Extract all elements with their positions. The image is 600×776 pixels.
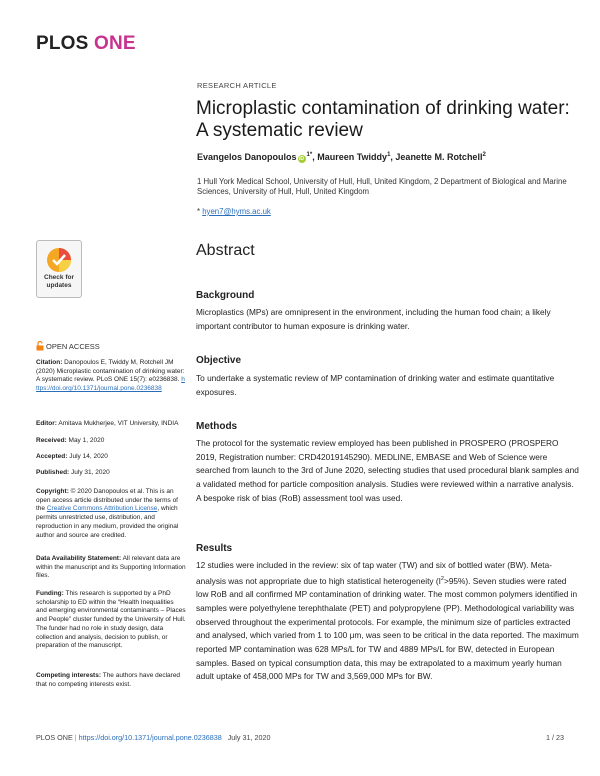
background-heading: Background xyxy=(196,290,255,301)
author-affiliation-ref: 2 xyxy=(482,152,486,158)
methods-paragraph: The protocol for the systematic review employed has been published in PROSPERO (PROSPERO 2019, Registration number: CRD42019145290). MEDLINE, EMBASE and Web of Science were searched from launch to the 3rd of June 2020, selecting studies that used procedural blank samples and a validated method for particle composition analysis. Studies were reviewed within a narrative analysis. A bespoke risk of bias (RoB) assessment tool was used. xyxy=(196,438,579,503)
citation-doi-link[interactable]: https://doi.org/10.1371/journal.pone.0236838 xyxy=(36,376,185,393)
funding-block xyxy=(36,590,186,651)
page-footer xyxy=(36,733,270,742)
journal-logo[interactable] xyxy=(36,33,136,55)
data-availability-label: Data Availability Statement: xyxy=(36,555,122,562)
email-link[interactable]: hyen7@hyms.ac.uk xyxy=(202,207,271,216)
abstract-heading: Abstract xyxy=(196,242,255,259)
article-type: RESEARCH ARTICLE xyxy=(197,81,277,90)
citation-text: Danopoulos E, Twiddy M, Rotchell JM (2020) Microplastic contamination of drinking water: A systematic review. PLoS ONE 15(7): e0236838. xyxy=(36,359,185,384)
citation-label: Citation: xyxy=(36,359,63,366)
results-paragraph xyxy=(196,559,580,684)
corresponding-author-mark: * xyxy=(309,152,313,158)
author-list: Evangelos Danopoulos $iD^{1*}$, Maureen Twiddy$^1$, Jeanette M. Rotchell$^2$ xyxy=(197,152,486,162)
data-availability-text: All relevant data are within the manuscript and its Supporting Information files. xyxy=(36,555,186,580)
copyright-text-1: © 2020 Danopoulos et al. This is an open access article distributed under the terms of the xyxy=(36,488,178,513)
corresponding-email xyxy=(197,207,271,216)
received-label: Received: xyxy=(36,437,67,444)
citation-block xyxy=(36,359,186,394)
accepted-block xyxy=(36,453,186,462)
article-title: Microplastic contamination of drinking water: A systematic review xyxy=(196,98,570,141)
footer-separator: | xyxy=(74,733,77,742)
page-number: 1 / 23 xyxy=(546,733,564,742)
editor-text: Amitava Mukherjee, VIT University, INDIA xyxy=(58,420,179,427)
background-paragraph: Microplastics (MPs) are omnipresent in the environment, including the human food chain; a likely important contributor to human exposure is drinking water. xyxy=(196,307,551,331)
editor-label: Editor: xyxy=(36,420,57,427)
competing-interests-text: The authors have declared that no competing interests exist. xyxy=(36,672,181,688)
author-name[interactable]: Jeanette M. Rotchell xyxy=(395,152,483,162)
journal-name-plos: PLOS xyxy=(36,33,89,54)
data-availability-block xyxy=(36,555,186,581)
footer-doi-link[interactable]: https://doi.org/10.1371/journal.pone.0236838 xyxy=(78,733,222,742)
journal-name-one: ONE xyxy=(94,33,136,54)
author-affiliation-ref: 1 xyxy=(306,152,310,158)
open-access-label xyxy=(36,341,100,351)
license-link[interactable]: Creative Commons Attribution License xyxy=(46,505,158,513)
open-lock-icon xyxy=(36,341,44,351)
results-superscript: 2 xyxy=(440,575,444,582)
affiliations: 1 Hull York Medical School, University of Hull, Hull, United Kingdom, 2 Department of Biological and Marine Sciences, University of Hull, Hull, United Kingdom xyxy=(197,177,567,196)
author-affiliation-ref: 1 xyxy=(387,152,391,158)
published-block xyxy=(36,469,186,478)
results-text-2: >95%). Seven studies were rated low RoB and all confirmed MP contamination of drinking water. The most common polymers identified in samples were polyethylene terephthalate (PET) and polypropylene (PP). Methodological variability was observed throughout the experimental protocols. For example, the minimum size of particles extracted and analysed, which varied from 1 to 100 μm, was seen to be critical in the data reported. The maximum reported MP contamination was 628 MPs/L for TW and 4889 MPs/L for BW, detected in European samples. Based on typical consumption data, this may be extrapolated to a maximum yearly human adult uptake of 458,000 MPs for TW and 3,569,000 MPs for BW. xyxy=(196,575,579,682)
footer-date: July 31, 2020 xyxy=(227,733,271,742)
author-name[interactable]: Evangelos Danopoulos xyxy=(197,152,297,162)
check-for-updates-badge[interactable] xyxy=(36,240,82,298)
objective-heading: Objective xyxy=(196,355,242,366)
objective-paragraph: To undertake a systematic review of MP contamination of drinking water and estimate quantitative exposures. xyxy=(196,373,555,397)
received-block xyxy=(36,437,186,446)
check-updates-icon xyxy=(45,246,73,274)
copyright-text-2: , which permits unrestricted use, distribution, and reproduction in any medium, provided the original author and source are credited. xyxy=(36,505,179,539)
badge-line-1: Check for xyxy=(44,274,74,281)
badge-label xyxy=(37,274,81,290)
copyright-block xyxy=(36,488,186,540)
methods-heading: Methods xyxy=(196,421,238,432)
badge-line-2: updates xyxy=(46,282,72,289)
open-access-text: OPEN ACCESS xyxy=(46,342,100,351)
orcid-icon[interactable]: iD xyxy=(299,156,305,162)
accepted-date: July 14, 2020 xyxy=(69,453,108,460)
published-label: Published: xyxy=(36,469,70,476)
competing-interests-label: Competing interests: xyxy=(36,672,102,679)
editor-block xyxy=(36,420,186,429)
funding-text: This research is supported by a PhD scholarship to ED within the “Health Inequalities and emerging environmental contaminants – Places and People” cluster funded by the University of Hull. The funder had no role in study design, data collection and analysis, decision to publish, or preparation of the manuscript. xyxy=(36,590,186,650)
results-heading: Results xyxy=(196,543,233,554)
copyright-label: Copyright: xyxy=(36,488,69,495)
funding-label: Funding: xyxy=(36,590,64,597)
published-date: July 31, 2020 xyxy=(71,469,110,476)
received-date: May 1, 2020 xyxy=(68,437,105,444)
accepted-label: Accepted: xyxy=(36,453,68,460)
results-text-1: 12 studies were included in the review: six of tap water (TW) and six of bottled water (BW). Meta-analysis was not appropriate due to high statistical heterogeneity (I xyxy=(196,560,552,586)
footer-journal: PLOS ONE xyxy=(36,733,73,742)
competing-interests-block xyxy=(36,672,186,689)
author-name[interactable]: Maureen Twiddy xyxy=(317,152,388,162)
corresponding-star: * xyxy=(197,207,201,216)
